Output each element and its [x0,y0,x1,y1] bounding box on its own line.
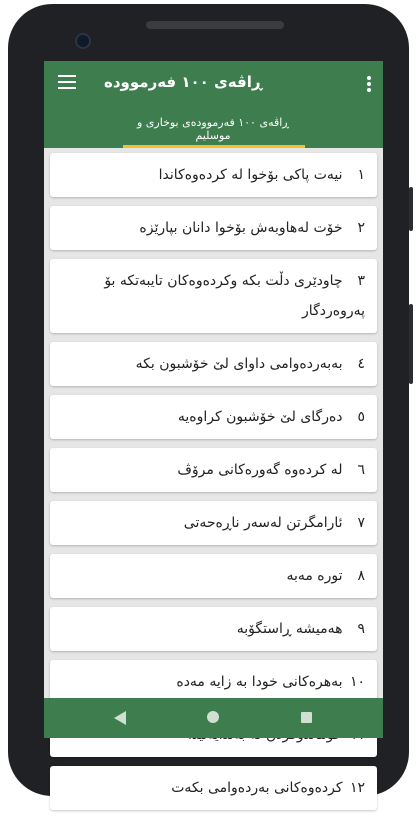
item-title: خۆت لەهاوبەش بۆخوا دانان بپارێزە [139,220,343,236]
list-item[interactable] [50,153,377,197]
more-vert-icon[interactable] [367,76,371,94]
volume-button [409,187,413,231]
item-title: نیەت پاکی بۆخوا لە کردەوەکاندا [158,167,343,183]
item-title: چاودێری دڵت بکە وکردەوەکان تایبەتکە بۆ پەروەردگار [104,273,365,319]
item-number: ٩ [357,621,365,637]
list-item[interactable] [50,395,377,439]
item-title: بەهرەکانی خودا بە زایە مەدە [176,674,343,690]
item-number: ٨ [357,568,365,584]
home-icon[interactable] [207,711,219,723]
item-number: ٧ [357,515,365,531]
item-title: بەبەردەوامی داوای لێ خۆشبون بکە [135,356,343,372]
hamburger-icon[interactable] [58,75,76,93]
system-nav-bar [44,698,383,738]
list-item[interactable] [50,766,377,810]
app-title: ڕاڤەی ١٠٠ فەرمووده [104,73,263,91]
item-number: ٦ [357,462,365,478]
list-item[interactable] [50,206,377,250]
tab-hadith[interactable]: ڕاڤەی ١٠٠ فەرموودەی بوخاری و موسلیم [136,116,290,142]
item-number: ٥ [357,409,365,425]
item-number: ١٢ [349,780,365,796]
list-item[interactable] [50,501,377,545]
list-item[interactable] [50,448,377,492]
front-camera [75,33,91,49]
recent-apps-icon[interactable] [301,712,312,723]
back-icon[interactable] [114,711,126,725]
item-title: دەرگای لێ خۆشبون کراوەیە [177,409,343,425]
list-item[interactable] [50,342,377,386]
list-item[interactable] [50,607,377,651]
item-number: ١٠ [349,674,365,690]
tab-indicator [123,145,305,148]
list-item[interactable] [50,259,377,333]
list-item[interactable] [50,554,377,598]
item-number: ١ [357,167,365,183]
item-title: لە کردەوە گەورەکانی مرۆڤ [177,462,343,478]
power-button [409,304,413,384]
item-title: تورە مەبە [286,568,343,584]
item-number: ٣ [357,273,365,289]
phone-frame [8,4,409,796]
app-bar [44,61,383,148]
item-title: کردەوەکانی بەردەوامی بکەت [171,780,343,796]
item-title: ئارامگرتن لەسەر ناڕەحەتی [183,515,343,531]
item-title: هەمیشە ڕاستگۆبە [236,621,343,637]
item-number: ٢ [357,220,365,236]
earpiece-speaker [146,21,284,29]
item-number: ٤ [357,356,365,372]
app-screen [44,61,383,796]
